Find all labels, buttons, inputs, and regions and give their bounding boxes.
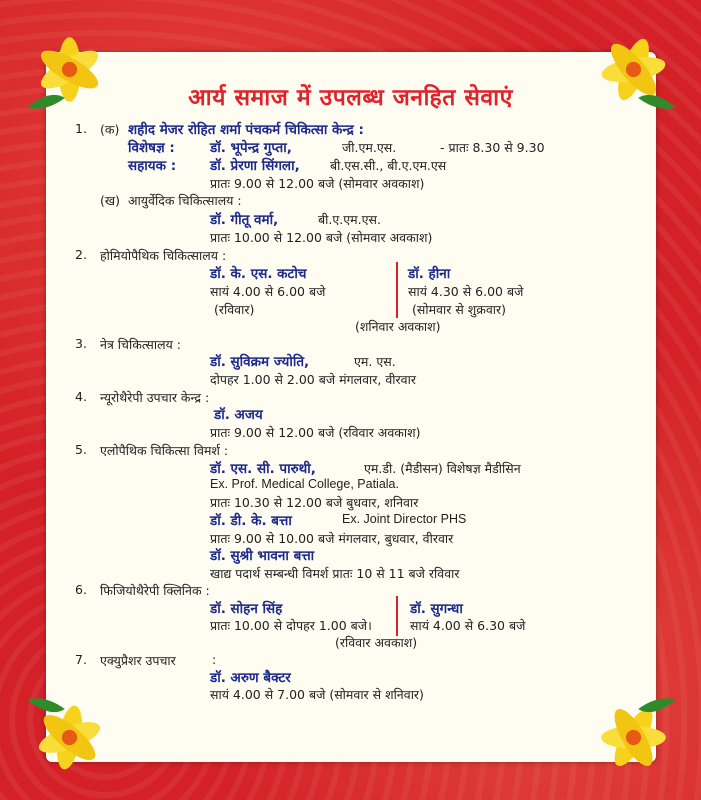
- homeo-doctor-1-day: (रविवार): [214, 302, 255, 317]
- ayurvedic-doctor-name: डॉ. गीतू वर्मा,: [210, 212, 279, 228]
- allo-doctor-2-time: प्रातः 9.00 से 10.00 बजे मंगलवार, बुधवार, वीरवार: [210, 531, 454, 546]
- assistant-name: डॉ. प्रेरणा सिंगला,: [210, 158, 300, 174]
- physio-doctor-1-name: डॉ. सोहन सिंह: [210, 601, 283, 617]
- homeo-note: (शनिवार अवकाश): [355, 319, 441, 334]
- allo-doctor-3-name: डॉ. सुश्री भावना बत्ता: [210, 548, 315, 564]
- physio-doctor-1-time: प्रातः 10.00 से दोपहर 1.00 बजे।: [210, 618, 372, 633]
- physio-doctor-2-time: सायं 4.00 से 6.30 बजे: [410, 618, 526, 633]
- section-1a-label: (क): [100, 122, 120, 137]
- specialist-label: विशेषज्ञ :: [128, 140, 175, 156]
- section-7-colon: :: [212, 652, 217, 667]
- allo-doctor-1-extra: Ex. Prof. Medical College, Patiala.: [210, 477, 399, 491]
- section-4-title: न्यूरोथैरेपी उपचार केन्द्र :: [100, 390, 210, 405]
- acupressure-time: सायं 4.00 से 7.00 बजे (सोमवार से शनिवार): [210, 687, 424, 702]
- neuro-doctor-name: डॉ. अजय: [214, 407, 263, 423]
- homeo-doctor-2-name: डॉ. हीना: [408, 266, 451, 282]
- section-5-title: एलोपैथिक चिकित्सा विमर्श :: [100, 443, 229, 458]
- physio-doctor-2-name: डॉ. सुगन्धा: [410, 601, 463, 617]
- allo-doctor-1-time: प्रातः 10.30 से 12.00 बजे बुधवार, शनिवार: [210, 495, 419, 510]
- assistant-label: सहायक :: [128, 158, 177, 174]
- section-1b-label: (ख): [100, 193, 120, 208]
- assistant-degree: बी.एस.सी., बी.ए.एम.एस: [330, 158, 447, 173]
- section-6-number: 6.: [75, 582, 87, 597]
- physio-note: (रविवार अवकाश): [335, 635, 418, 650]
- ayurvedic-doctor-degree: बी.ए.एम.एस.: [318, 212, 381, 227]
- section-1b-title: आयुर्वेदिक चिकित्सालय :: [128, 193, 242, 208]
- homeo-doctor-1-name: डॉ. के. एस. कटोच: [210, 266, 307, 282]
- section-6-title: फिजियोथैरेपी क्लिनिक :: [100, 583, 210, 598]
- divider: [396, 262, 398, 318]
- allo-doctor-1-name: डॉ. एस. सी. पारुथी,: [210, 461, 316, 477]
- eye-doctor-name: डॉ. सुविक्रम ज्योति,: [210, 354, 310, 370]
- specialist-name: डॉ. भूपेन्द्र गुप्ता,: [210, 140, 292, 156]
- specialist-degree: जी.एम.एस.: [342, 140, 397, 155]
- ayurvedic-time: प्रातः 10.00 से 12.00 बजे (सोमवार अवकाश): [210, 230, 433, 245]
- eye-doctor-degree: एम. एस.: [354, 354, 396, 369]
- section-5-number: 5.: [75, 442, 87, 457]
- homeo-doctor-2-time: सायं 4.30 से 6.00 बजे: [408, 284, 524, 299]
- allo-doctor-1-degree: एम.डी. (मैडीसन) विशेषज्ञ मैडीसिन: [364, 461, 521, 476]
- lily-flower-icon: [22, 690, 117, 785]
- section-2-number: 2.: [75, 247, 87, 262]
- divider: [396, 596, 398, 636]
- section-3-number: 3.: [75, 336, 87, 351]
- neuro-time: प्रातः 9.00 से 12.00 बजे (रविवार अवकाश): [210, 425, 421, 440]
- allo-doctor-2-name: डॉ. डी. के. बत्ता: [210, 513, 292, 529]
- homeo-doctor-2-day: (सोमवार से शुक्रवार): [412, 302, 507, 317]
- homeo-doctor-1-time: सायं 4.00 से 6.00 बजे: [210, 284, 326, 299]
- allo-doctor-2-extra: Ex. Joint Director PHS: [342, 512, 467, 526]
- section-7-title: एक्युप्रैशर उपचार: [100, 653, 176, 668]
- section-7-number: 7.: [75, 652, 87, 667]
- page-title: आर्य समाज में उपलब्ध जनहित सेवाएं: [188, 85, 513, 111]
- section-1a-title: शहीद मेजर रोहित शर्मा पंचकर्म चिकित्सा केन्द्र :: [128, 122, 364, 138]
- section-2-title: होमियोपैथिक चिकित्सालय :: [100, 248, 227, 263]
- lily-flower-icon: [586, 690, 681, 785]
- section-3-title: नेत्र चिकित्सालय :: [100, 337, 181, 352]
- acupressure-doctor-name: डॉ. अरुण बैक्टर: [210, 670, 291, 686]
- eye-time: दोपहर 1.00 से 2.00 बजे मंगलवार, वीरवार: [210, 372, 416, 387]
- section-4-number: 4.: [75, 389, 87, 404]
- specialist-time: - प्रातः 8.30 से 9.30: [440, 140, 545, 155]
- section-1-number: 1.: [75, 121, 87, 136]
- assistant-time: प्रातः 9.00 से 12.00 बजे (सोमवार अवकाश): [210, 176, 425, 191]
- allo-doctor-3-time: खाद्य पदार्थ सम्बन्धी विमर्श प्रातः 10 से 11 बजे रविवार: [210, 566, 460, 581]
